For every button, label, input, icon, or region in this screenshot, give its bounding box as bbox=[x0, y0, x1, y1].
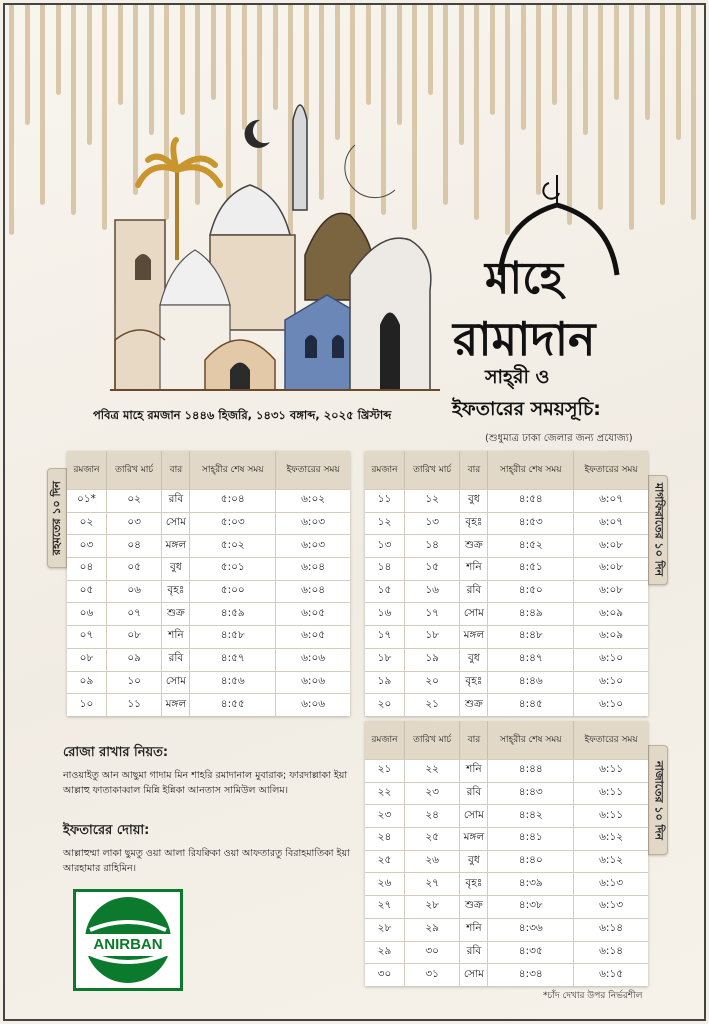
table-cell: মঙ্গল bbox=[162, 693, 190, 716]
table-row bbox=[67, 580, 350, 603]
table-cell: ৬:০৬ bbox=[276, 671, 350, 694]
table-cell: ১৭ bbox=[365, 625, 405, 648]
table-cell: ২৮ bbox=[365, 918, 405, 941]
table-row bbox=[365, 941, 648, 964]
table-cell: ৩০ bbox=[405, 941, 461, 964]
table-cell: রবি bbox=[460, 782, 488, 805]
schedule-table-2 bbox=[365, 451, 648, 716]
subtitle-line1: সাহ্‌রী ও bbox=[485, 366, 550, 388]
table-row bbox=[365, 534, 648, 557]
table-cell: ৬:১০ bbox=[574, 693, 648, 716]
schedule-table-3 bbox=[365, 721, 648, 986]
pattern-stripe bbox=[211, 5, 216, 100]
table-row bbox=[365, 804, 648, 827]
table-row bbox=[365, 580, 648, 603]
table-cell: বৃহঃ bbox=[460, 512, 488, 535]
table-cell: ০৯ bbox=[107, 648, 163, 671]
table-row bbox=[67, 534, 350, 557]
table-cell: ৬:০৩ bbox=[276, 534, 350, 557]
table-cell: ৪:৫৮ bbox=[190, 625, 276, 648]
table-cell: ০২ bbox=[107, 489, 163, 512]
pattern-stripe bbox=[614, 5, 619, 100]
table-row bbox=[365, 648, 648, 671]
table-cell: ৬:১৪ bbox=[574, 941, 648, 964]
table-cell: বৃহঃ bbox=[162, 580, 190, 603]
table-cell: সোম bbox=[460, 804, 488, 827]
table-cell: ০৫ bbox=[107, 557, 163, 580]
table-cell: ৪:৪৫ bbox=[488, 693, 574, 716]
table-cell: শনি bbox=[460, 557, 488, 580]
table-cell: ০৪ bbox=[107, 534, 163, 557]
pattern-stripe bbox=[87, 5, 92, 145]
table-cell: ৪:৪৪ bbox=[488, 759, 574, 782]
table-cell: ৪:৪৩ bbox=[488, 782, 574, 805]
table-cell: শনি bbox=[460, 918, 488, 941]
table-cell: ২৯ bbox=[365, 941, 405, 964]
table-cell: ১২ bbox=[405, 489, 461, 512]
table-cell: ৬:০৮ bbox=[574, 534, 648, 557]
table-cell: ১৫ bbox=[365, 580, 405, 603]
table-cell: ২২ bbox=[365, 782, 405, 805]
pattern-stripe bbox=[25, 5, 30, 125]
table-row bbox=[67, 557, 350, 580]
table-cell: ৬:০৪ bbox=[276, 557, 350, 580]
table-cell: সোম bbox=[162, 671, 190, 694]
table-cell: ৬:০৫ bbox=[276, 602, 350, 625]
table-cell: ৬:১৩ bbox=[574, 872, 648, 895]
table-cell: ৬:০৮ bbox=[574, 557, 648, 580]
column-header: ইফতারের সময় bbox=[574, 721, 648, 759]
table-cell: ৪:৫৯ bbox=[190, 602, 276, 625]
table-row bbox=[67, 671, 350, 694]
table-cell: ৪:৫৬ bbox=[190, 671, 276, 694]
dua-section bbox=[63, 821, 363, 876]
table-cell: ৬:০৯ bbox=[574, 625, 648, 648]
anirban-logo bbox=[73, 889, 183, 991]
pattern-stripe bbox=[459, 5, 464, 145]
table-cell: ৫:০০ bbox=[190, 580, 276, 603]
table-cell: ১২ bbox=[365, 512, 405, 535]
table-cell: ০৮ bbox=[67, 648, 107, 671]
table-row bbox=[365, 963, 648, 986]
table-cell: বৃহঃ bbox=[460, 872, 488, 895]
table-cell: ২৪ bbox=[405, 804, 461, 827]
table-cell: ০৬ bbox=[107, 580, 163, 603]
table-row bbox=[365, 512, 648, 535]
column-header: বার bbox=[162, 451, 190, 489]
table-cell: ১৬ bbox=[365, 602, 405, 625]
table-cell: ২৫ bbox=[405, 827, 461, 850]
table-cell: ২১ bbox=[365, 759, 405, 782]
table-cell: শুক্র bbox=[162, 602, 190, 625]
table-row bbox=[365, 918, 648, 941]
table-row bbox=[67, 489, 350, 512]
table-cell: ১৭ bbox=[405, 602, 461, 625]
table-cell: ৪:৫২ bbox=[488, 534, 574, 557]
table-cell: ০১* bbox=[67, 489, 107, 512]
table-cell: ২৬ bbox=[405, 850, 461, 873]
table-cell: ৪:৫০ bbox=[488, 580, 574, 603]
pattern-stripe bbox=[428, 5, 433, 95]
column-header: তারিখ মার্চ bbox=[107, 451, 163, 489]
table-row bbox=[365, 602, 648, 625]
table-cell: ৬:১২ bbox=[574, 850, 648, 873]
table-row bbox=[365, 827, 648, 850]
table-row bbox=[365, 671, 648, 694]
table-cell: ৬:১১ bbox=[574, 782, 648, 805]
table-cell: ৬:১১ bbox=[574, 759, 648, 782]
table-cell: ০৯ bbox=[67, 671, 107, 694]
table-cell: বৃহঃ bbox=[460, 671, 488, 694]
table-cell: ০৩ bbox=[107, 512, 163, 535]
table-row bbox=[365, 850, 648, 873]
table-cell: ৬:১০ bbox=[574, 671, 648, 694]
table-cell: ২৮ bbox=[405, 895, 461, 918]
title-line1: মাহে bbox=[485, 253, 563, 304]
column-header: ইফতারের সময় bbox=[574, 451, 648, 489]
table-cell: ১৩ bbox=[405, 512, 461, 535]
table-cell: রবি bbox=[162, 648, 190, 671]
table-cell: ১১ bbox=[107, 693, 163, 716]
niyat-title: রোজা রাখার নিয়ত: bbox=[63, 745, 169, 760]
table-cell: ২৭ bbox=[365, 895, 405, 918]
column-header: বার bbox=[460, 721, 488, 759]
table-cell: ২৭ bbox=[405, 872, 461, 895]
tab-magfirat-label: মাগফিরাতের ১০ দিন bbox=[652, 483, 666, 577]
table-row bbox=[67, 512, 350, 535]
table-row bbox=[67, 602, 350, 625]
pattern-stripe bbox=[102, 5, 107, 230]
table-cell: ৪:৩৬ bbox=[488, 918, 574, 941]
table-cell: ৩০ bbox=[365, 963, 405, 986]
page-heading: পবিত্র মাহে রমজান ১৪৪৬ হিজরি, ১৪৩১ বঙ্গাব্দ, ২০২৫ খ্রিস্টাব্দ bbox=[93, 408, 392, 422]
table-cell: ২৫ bbox=[365, 850, 405, 873]
pattern-stripe bbox=[645, 5, 650, 120]
area-note: (শুধুমাত্র ঢাকা জেলার জন্য প্রযোজ্য) bbox=[485, 433, 633, 444]
table-cell: ৬:১৪ bbox=[574, 918, 648, 941]
pattern-stripe bbox=[71, 5, 76, 215]
column-header: রমজান bbox=[365, 451, 405, 489]
title-block bbox=[445, 175, 695, 365]
schedule-table-1 bbox=[67, 451, 350, 716]
table-header-row bbox=[67, 451, 350, 489]
table-cell: ৪:৪৭ bbox=[488, 648, 574, 671]
table-row bbox=[365, 782, 648, 805]
table-cell: ৬:০৬ bbox=[276, 648, 350, 671]
table-row bbox=[365, 489, 648, 512]
tab-najat-label: নাজাতের ১০ দিন bbox=[652, 760, 666, 840]
table-cell: ৬:০৭ bbox=[574, 489, 648, 512]
dua-text: আল্লাহুম্মা লাকা ছুমতু ওয়া আলা রিযক্বিকা ওয়া আফতারতু বিরাহমাতিকা ইয়া আরহামার রাহিমিন। bbox=[63, 848, 350, 874]
table-row bbox=[365, 557, 648, 580]
logo-text: ANIRBAN bbox=[78, 934, 178, 956]
table-cell: ৬:১৩ bbox=[574, 895, 648, 918]
table-cell: শুক্র bbox=[460, 895, 488, 918]
table-header-row bbox=[365, 721, 648, 759]
column-header: রমজান bbox=[365, 721, 405, 759]
column-header: সাহ্‌রীর শেষ সময় bbox=[488, 451, 574, 489]
table-cell: সোম bbox=[460, 602, 488, 625]
table-cell: ৬:০৮ bbox=[574, 580, 648, 603]
table-cell: ৪:৫৭ bbox=[190, 648, 276, 671]
table-cell: ৫:০১ bbox=[190, 557, 276, 580]
table-cell: ৬:১৫ bbox=[574, 963, 648, 986]
table-cell: ৪:৪৬ bbox=[488, 671, 574, 694]
tab-najat bbox=[648, 745, 668, 855]
table-cell: ৪:৪৮ bbox=[488, 625, 574, 648]
table-cell: ১৯ bbox=[405, 648, 461, 671]
table-cell: ৫:০৪ bbox=[190, 489, 276, 512]
pattern-stripe bbox=[521, 5, 526, 130]
table-cell: ৪:৪১ bbox=[488, 827, 574, 850]
pattern-stripe bbox=[552, 5, 557, 105]
table-cell: ৬:১০ bbox=[574, 648, 648, 671]
poster bbox=[3, 3, 706, 1021]
table-cell: ৪:৫৫ bbox=[190, 693, 276, 716]
column-header: তারিখ মার্চ bbox=[405, 721, 461, 759]
column-header: সাহ্‌রীর শেষ সময় bbox=[488, 721, 574, 759]
table-cell: ৬:০৯ bbox=[574, 602, 648, 625]
table-cell: ০৭ bbox=[107, 602, 163, 625]
tab-rahmat bbox=[47, 468, 67, 568]
pattern-stripe bbox=[56, 5, 61, 95]
table-cell: ৬:১২ bbox=[574, 827, 648, 850]
table-cell: ১১ bbox=[365, 489, 405, 512]
table-cell: ৬:১১ bbox=[574, 804, 648, 827]
table-cell: ৪:৫৪ bbox=[488, 489, 574, 512]
table-cell: ১০ bbox=[67, 693, 107, 716]
table-cell: ২৯ bbox=[405, 918, 461, 941]
table-cell: ১৬ bbox=[405, 580, 461, 603]
niyat-section bbox=[63, 743, 363, 798]
table-cell: বুধ bbox=[460, 648, 488, 671]
table-cell: ২০ bbox=[405, 671, 461, 694]
table-row bbox=[365, 895, 648, 918]
table-cell: ০৪ bbox=[67, 557, 107, 580]
table-cell: ০২ bbox=[67, 512, 107, 535]
table-cell: ২৩ bbox=[405, 782, 461, 805]
table-cell: ৬:০৭ bbox=[574, 512, 648, 535]
table-cell: ০৮ bbox=[107, 625, 163, 648]
title-line2: রামাদান bbox=[453, 312, 596, 366]
table-cell: বুধ bbox=[460, 850, 488, 873]
pattern-stripe bbox=[490, 5, 495, 115]
dua-title: ইফতারের দোয়া: bbox=[63, 823, 150, 838]
table-cell: ৩১ bbox=[405, 963, 461, 986]
table-cell: ৪:৩৪ bbox=[488, 963, 574, 986]
column-header: রমজান bbox=[67, 451, 107, 489]
table-cell: রবি bbox=[460, 941, 488, 964]
table-row bbox=[67, 625, 350, 648]
table-cell: ৬:০৬ bbox=[276, 693, 350, 716]
table-cell: ৪:৩৯ bbox=[488, 872, 574, 895]
table-cell: ৪:৪৯ bbox=[488, 602, 574, 625]
table-cell: ০৫ bbox=[67, 580, 107, 603]
table-cell: সোম bbox=[162, 512, 190, 535]
table-cell: শনি bbox=[460, 759, 488, 782]
table-cell: ২৪ bbox=[365, 827, 405, 850]
table-cell: শনি bbox=[162, 625, 190, 648]
column-header: তারিখ মার্চ bbox=[405, 451, 461, 489]
pattern-stripe bbox=[536, 5, 541, 195]
table-cell: ০৩ bbox=[67, 534, 107, 557]
table-cell: ০৭ bbox=[67, 625, 107, 648]
table-cell: ৪:৫১ bbox=[488, 557, 574, 580]
subtitle-line2: ইফতারের সময়সূচি: bbox=[452, 398, 601, 420]
table-cell: ১৮ bbox=[365, 648, 405, 671]
table-cell: ২১ bbox=[405, 693, 461, 716]
table-cell: মঙ্গল bbox=[162, 534, 190, 557]
tab-magfirat bbox=[648, 475, 668, 585]
table-row bbox=[365, 759, 648, 782]
table-cell: বুধ bbox=[460, 489, 488, 512]
table-cell: শুক্র bbox=[460, 534, 488, 557]
table-cell: ২৬ bbox=[365, 872, 405, 895]
column-header: ইফতারের সময় bbox=[276, 451, 350, 489]
table-cell: ৬:০৪ bbox=[276, 580, 350, 603]
table-cell: ১৩ bbox=[365, 534, 405, 557]
column-header: বার bbox=[460, 451, 488, 489]
mosque-illustration-icon bbox=[110, 90, 440, 395]
table-cell: ৬:০৫ bbox=[276, 625, 350, 648]
table-cell: শুক্র bbox=[460, 693, 488, 716]
table-row bbox=[67, 693, 350, 716]
table-row bbox=[67, 648, 350, 671]
table-cell: মঙ্গল bbox=[460, 827, 488, 850]
table-cell: ০৬ bbox=[67, 602, 107, 625]
column-header: সাহ্‌রীর শেষ সময় bbox=[190, 451, 276, 489]
table-cell: ৫:০৩ bbox=[190, 512, 276, 535]
table-cell: ৪:৪০ bbox=[488, 850, 574, 873]
table-cell: ৪:৪২ bbox=[488, 804, 574, 827]
table-cell: ১৮ bbox=[405, 625, 461, 648]
niyat-text: নাওয়াইতু আন আছুমা গাদাম মিন শাহরি রমাদানাল মুবারাক; ফারদাল্লাকা ইয়া আল্লাহু ফাতাকাব্বাল মিন্নি ইন্নিকা আনতাস সামিউল আলিম। bbox=[63, 770, 348, 796]
table-cell: ১০ bbox=[107, 671, 163, 694]
table-cell: ১৪ bbox=[405, 534, 461, 557]
table-cell: রবি bbox=[460, 580, 488, 603]
table-cell: রবি bbox=[162, 489, 190, 512]
table-cell: ২০ bbox=[365, 693, 405, 716]
table-row bbox=[365, 872, 648, 895]
table-cell: ৬:০৩ bbox=[276, 512, 350, 535]
table-cell: ৪:৫৩ bbox=[488, 512, 574, 535]
table-cell: ৪:৩৫ bbox=[488, 941, 574, 964]
table-cell: ১৯ bbox=[365, 671, 405, 694]
pattern-stripe bbox=[583, 5, 588, 135]
table-header-row bbox=[365, 451, 648, 489]
pattern-stripe bbox=[9, 5, 14, 235]
pattern-stripe bbox=[676, 5, 681, 140]
table-row bbox=[365, 693, 648, 716]
table-row bbox=[365, 625, 648, 648]
table-cell: মঙ্গল bbox=[460, 625, 488, 648]
table-cell: ৬:০২ bbox=[276, 489, 350, 512]
table-cell: বুধ bbox=[162, 557, 190, 580]
footnote: *চাঁদ দেখার উপর নির্ভরশীল bbox=[543, 991, 643, 1001]
table-cell: সোম bbox=[460, 963, 488, 986]
pattern-stripe bbox=[40, 5, 45, 205]
tab-rahmat-label: রহমতের ১০ দিন bbox=[49, 480, 63, 556]
table-cell: ১৪ bbox=[365, 557, 405, 580]
table-cell: ৫:০২ bbox=[190, 534, 276, 557]
table-cell: ৪:৩৮ bbox=[488, 895, 574, 918]
table-cell: ১৫ bbox=[405, 557, 461, 580]
table-cell: ২২ bbox=[405, 759, 461, 782]
table-cell: ২৩ bbox=[365, 804, 405, 827]
